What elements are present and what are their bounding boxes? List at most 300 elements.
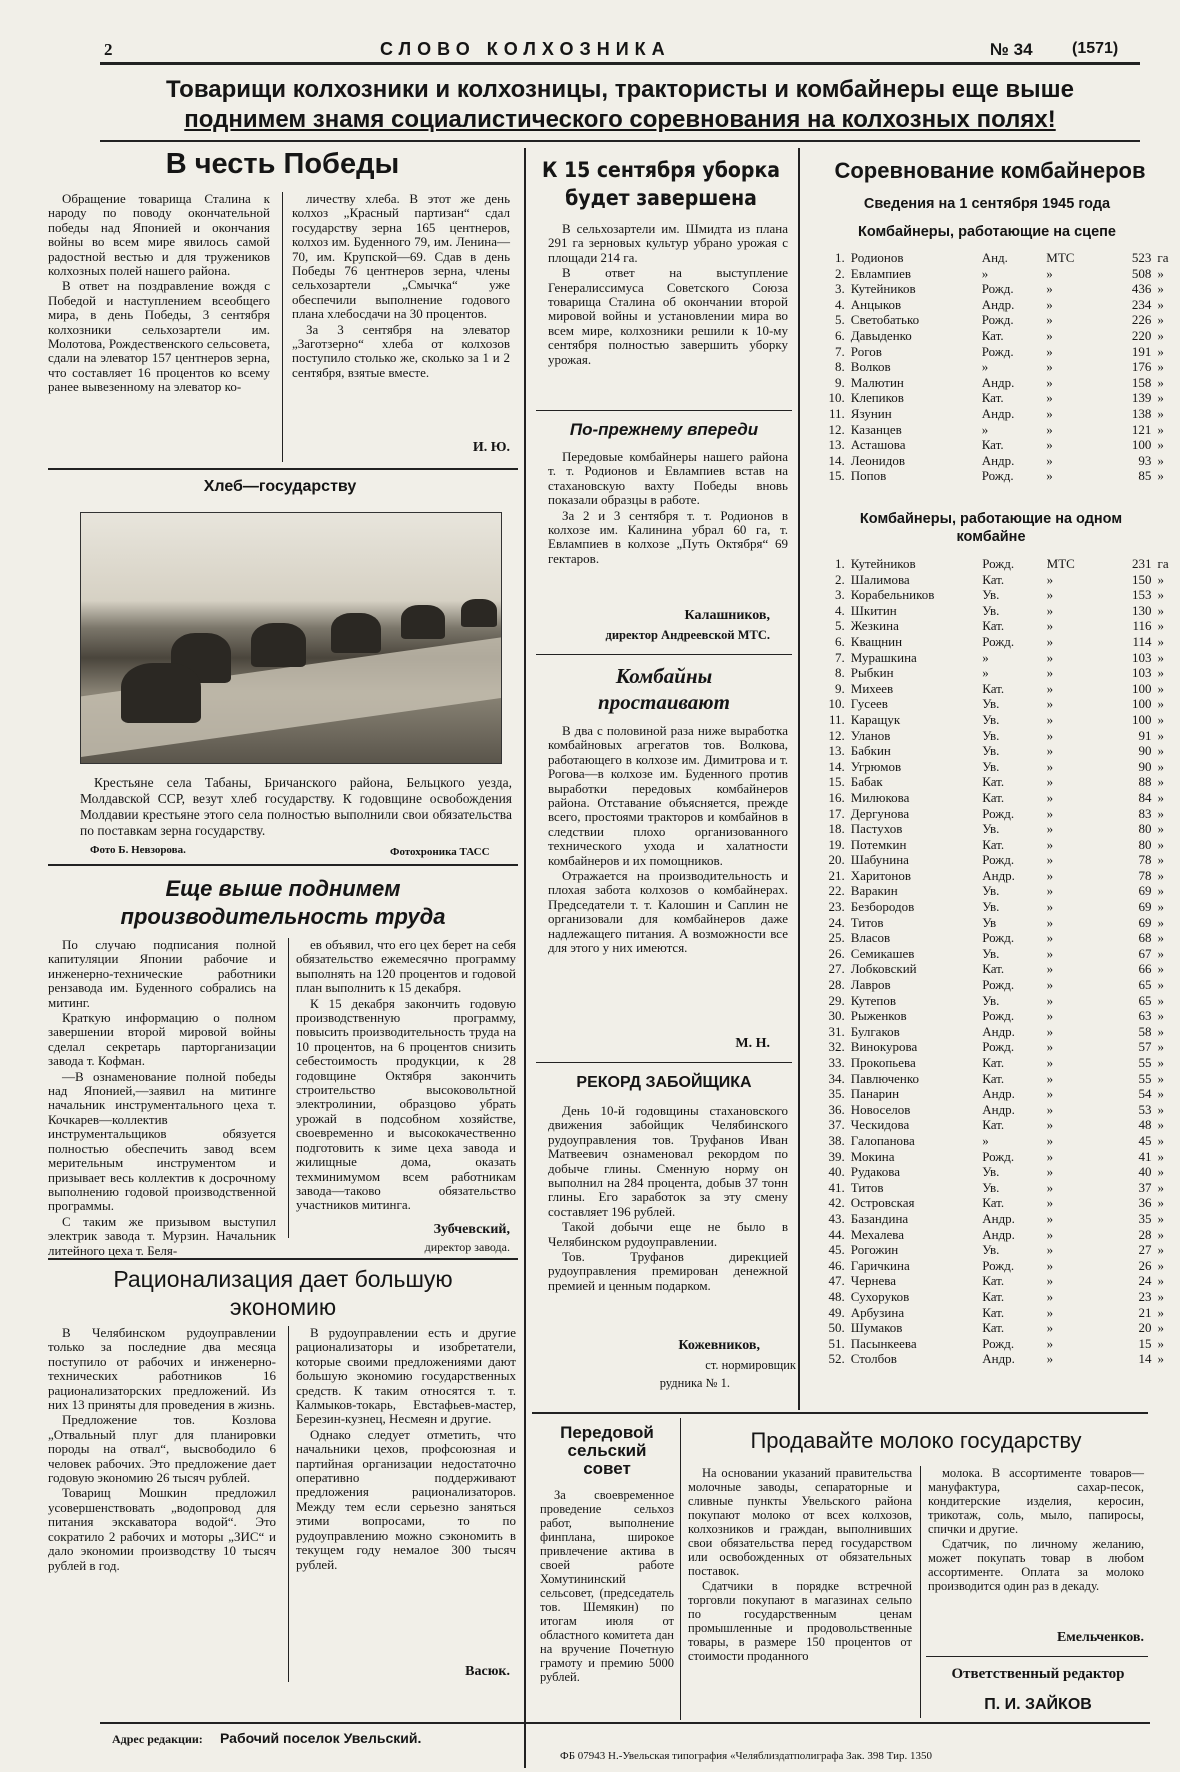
row-hectares: 83: [1138, 805, 1152, 821]
section-rule: [48, 864, 518, 866]
table-row: [822, 1086, 1180, 1102]
ration-column-2: [296, 1326, 516, 1573]
table-row: [822, 328, 1180, 344]
ahead-paragraph: Передовые комбайнеры нашего района т. т. Родионов и Евлампиев встав на стахановскую вахту Победы вновь показали образцы в работе.: [548, 449, 788, 508]
harvest-paragraph: В сельхозартели им. Шмидта из плана 291 га зерновых культур убрано урожая с площади 214 га.: [548, 221, 788, 265]
row-hectares: 48: [1138, 1117, 1152, 1133]
row-mts: »: [1046, 867, 1054, 883]
row-rank: 8.: [835, 665, 845, 681]
row-rank: 22.: [828, 883, 845, 899]
row-name: Харитонов: [850, 867, 912, 883]
row-hectares: 69: [1138, 914, 1152, 930]
issue-number: № 34: [990, 40, 1033, 59]
table-row: [822, 946, 1180, 962]
table-row: [822, 1227, 1180, 1243]
row-rank: 2.: [835, 265, 845, 281]
row-mts-zone: Рожд.: [982, 1008, 1015, 1024]
row-hectares: 100: [1132, 696, 1152, 712]
row-rank: 13.: [828, 743, 845, 759]
competition-table-b: [822, 556, 1180, 1367]
competition-table-a: [822, 250, 1180, 484]
row-unit: »: [1157, 296, 1164, 312]
row-mts-zone: Кат.: [982, 961, 1005, 977]
row-mts: »: [1046, 1335, 1054, 1351]
row-unit: »: [1157, 1023, 1164, 1039]
row-unit: »: [1157, 1226, 1164, 1242]
table-row: [822, 1024, 1180, 1040]
row-rank: 51.: [828, 1335, 845, 1351]
row-unit: »: [1157, 1008, 1164, 1024]
row-unit: »: [1157, 680, 1164, 696]
harvest-body: [548, 222, 788, 368]
harvest-title-1: К 15 сентября уборка: [541, 158, 781, 182]
row-hectares: 68: [1138, 930, 1152, 946]
row-mts: »: [1046, 618, 1054, 634]
row-name: Давыденко: [850, 327, 912, 343]
row-rank: 2.: [835, 571, 845, 587]
row-mts-zone: Кат.: [982, 1304, 1005, 1320]
row-mts: »: [1046, 665, 1054, 681]
row-mts: »: [1046, 1101, 1054, 1117]
section-rule: [926, 1656, 1148, 1657]
row-unit: »: [1157, 1117, 1164, 1133]
ration-signature: Васюк.: [465, 1664, 510, 1679]
row-mts-zone: Ув.: [982, 899, 1000, 915]
row-hectares: 78: [1138, 852, 1152, 868]
photo-credit-left: Фото Б. Невзорова.: [90, 844, 186, 856]
victory-column-1: [48, 192, 270, 396]
record-paragraph: Такой добычи еще не было в Челябинском рудоуправлении.: [548, 1219, 788, 1249]
row-unit: »: [1157, 1242, 1164, 1258]
row-mts-zone: »: [982, 649, 989, 665]
row-rank: 20.: [828, 852, 845, 868]
row-mts: »: [1046, 992, 1054, 1008]
row-mts: »: [1046, 789, 1054, 805]
row-name: Безбородов: [850, 899, 915, 915]
row-mts-zone: Андр.: [982, 1351, 1015, 1367]
row-rank: 6.: [835, 633, 845, 649]
table-row: [822, 556, 1180, 572]
table-row: [822, 437, 1180, 453]
row-name: Язунин: [850, 405, 892, 421]
row-rank: 39.: [828, 1148, 845, 1164]
row-unit: »: [1157, 930, 1164, 946]
productivity-signature-role: директор завода.: [424, 1240, 510, 1254]
table-row: [822, 1133, 1180, 1149]
row-hectares: 20: [1138, 1320, 1152, 1336]
row-mts-zone: Кат.: [982, 1195, 1005, 1211]
row-rank: 11.: [829, 405, 845, 421]
idle-body: [548, 724, 788, 957]
row-rank: 6.: [835, 327, 845, 343]
row-name: Кутейников: [850, 281, 916, 297]
row-mts: »: [1046, 1288, 1054, 1304]
victory-paragraph: За 3 сентября на элеватор „Заготзерно“ хлеба от колхозов поступило столько же, сколько за 1 и 2 сентября, взятые вместе.: [292, 321, 510, 380]
table-row: [822, 359, 1180, 375]
photo-caption: Крестьяне села Табаны, Бричанского района, Бельцкого уезда, Молдавской ССР, везут хлеб государству. К годовщине освобождения Молдавии крестьяне этого села полностью выполнили свои обязательства по поставкам зерна государству.: [80, 775, 512, 838]
row-mts: »: [1046, 1008, 1054, 1024]
row-mts-zone: Кат.: [981, 327, 1004, 343]
competition-subtitle: Сведения на 1 сентября 1945 года: [863, 196, 1111, 212]
table-row: [822, 790, 1180, 806]
row-mts-zone: »: [981, 265, 989, 281]
row-mts: »: [1046, 327, 1053, 343]
row-name: Мурашкина: [850, 649, 917, 665]
competition-heading-b: Комбайнеры, работающие на одном комбайне: [859, 511, 1123, 545]
row-rank: 52.: [828, 1351, 845, 1367]
row-mts-zone: Андр.: [981, 296, 1015, 312]
row-mts-zone: Кат.: [982, 774, 1005, 790]
competition-heading-a: Комбайнеры, работающие на сцепе: [858, 224, 1116, 240]
row-rank: 3.: [835, 281, 845, 297]
table-row: [822, 1336, 1180, 1352]
row-name: Гусеев: [850, 696, 888, 712]
row-unit: »: [1157, 1132, 1164, 1148]
table-row: [822, 468, 1180, 484]
row-rank: 41.: [828, 1179, 845, 1195]
row-mts: »: [1046, 899, 1054, 915]
row-mts: »: [1046, 312, 1053, 328]
slogan-rule: [100, 140, 1140, 142]
council-body: За своевременное проведение сельхоз работ, выполнение финплана, широкое привлечение актива в своей работе Хомутининский сельсовет, (председатель тов. Шемякин) по итогам июля от областного комитета дан на вручение Почетную грамоту и премию 5000 рублей.: [540, 1488, 674, 1684]
ration-paragraph: Предложение тов. Козлова „Отвальный плуг для планировки породы на отвал“, высвободило 6 человек рабочих. Это предложение дает годовую экономию 26 тысяч рублей.: [48, 1412, 276, 1486]
row-rank: 5.: [835, 312, 845, 328]
row-name: Дергунова: [850, 805, 910, 821]
row-unit: »: [1157, 758, 1164, 774]
row-mts-zone: Ув: [982, 914, 997, 930]
row-hectares: 93: [1138, 452, 1152, 468]
row-hectares: 100: [1132, 680, 1152, 696]
row-hectares: 53: [1138, 1101, 1152, 1117]
row-rank: 19.: [828, 836, 845, 852]
row-mts: »: [1046, 343, 1053, 359]
row-mts-zone: Кат.: [982, 1273, 1005, 1289]
table-row: [822, 883, 1180, 899]
row-unit: »: [1157, 665, 1164, 681]
row-mts: »: [1046, 437, 1053, 453]
competition-title: Соревнование комбайнеров: [834, 158, 1146, 183]
row-rank: 32.: [828, 1039, 845, 1055]
row-mts: »: [1046, 758, 1054, 774]
row-unit: »: [1157, 1288, 1164, 1304]
row-unit: »: [1157, 883, 1164, 899]
row-unit: »: [1157, 374, 1164, 390]
row-unit: »: [1157, 421, 1164, 437]
table-row: [822, 1258, 1180, 1274]
row-unit: »: [1157, 727, 1164, 743]
row-hectares: 139: [1131, 390, 1152, 406]
row-mts-zone: Кат.: [982, 836, 1005, 852]
row-hectares: 100: [1132, 711, 1152, 727]
row-mts-zone: Кат.: [982, 618, 1005, 634]
row-name: Рогов: [850, 343, 882, 359]
issue-total: (1571): [1072, 40, 1119, 57]
row-hectares: 58: [1138, 1023, 1152, 1039]
table-row: [822, 743, 1180, 759]
row-mts: »: [1046, 961, 1054, 977]
idle-paragraph: Отражается на производительность и плохая забота колхозов о комбайнерах. Председатели т. т. Калошин и Саплин не организовали для комбайнеров даже надлежащего питания. А возможности все для этого у них имеются.: [548, 868, 788, 956]
row-hectares: 45: [1138, 1132, 1152, 1148]
row-mts-zone: Андр.: [982, 1023, 1015, 1039]
row-hectares: 54: [1138, 1086, 1152, 1102]
row-mts-zone: »: [982, 665, 989, 681]
ration-paragraph: Однако следует отметить, что начальники цехов, профсоюзная и партийная организации недостаточно оперативно поддерживают предложения рационализаторов. Между тем если серьезно заняться этими вопросами, то по рудоуправлению можно сэкономить в текущем году немалое 300 тысяч рублей.: [296, 1426, 516, 1572]
row-mts-zone: Кат.: [981, 437, 1004, 453]
row-hectares: 15: [1138, 1335, 1152, 1351]
row-hectares: 100: [1131, 437, 1152, 453]
row-mts: »: [1046, 602, 1054, 618]
idle-title-2: простаивают: [598, 690, 730, 714]
table-row: [822, 281, 1180, 297]
table-row: [822, 1102, 1180, 1118]
row-mts: »: [1046, 1195, 1054, 1211]
ahead-title: По-прежнему впереди: [569, 420, 759, 439]
row-name: Базандина: [850, 1210, 909, 1226]
row-mts: »: [1046, 1351, 1054, 1367]
row-rank: 15.: [828, 774, 845, 790]
row-mts: »: [1046, 930, 1054, 946]
row-mts: »: [1046, 774, 1054, 790]
row-unit: »: [1157, 1195, 1164, 1211]
row-name: Шкитин: [850, 602, 897, 618]
row-mts-zone: Рожд.: [982, 1257, 1015, 1273]
table-row: [822, 266, 1180, 282]
table-row: [822, 712, 1180, 728]
row-unit: »: [1157, 1257, 1164, 1273]
row-mts: »: [1046, 1257, 1054, 1273]
row-hectares: 67: [1138, 945, 1152, 961]
row-mts: »: [1046, 571, 1054, 587]
table-row: [822, 375, 1180, 391]
row-rank: 44.: [828, 1226, 845, 1242]
row-rank: 29.: [828, 992, 845, 1008]
column-divider: [920, 1466, 921, 1718]
row-mts: »: [1046, 805, 1054, 821]
row-mts-zone: Рожд.: [982, 556, 1015, 571]
row-mts: »: [1046, 587, 1054, 603]
row-mts-zone: »: [982, 1132, 989, 1148]
row-rank: 26.: [828, 945, 845, 961]
row-mts-zone: Кат.: [982, 789, 1005, 805]
row-mts-zone: Рожд.: [982, 633, 1015, 649]
row-name: Михеев: [850, 680, 894, 696]
row-hectares: 176: [1131, 359, 1152, 375]
row-name: Чернева: [850, 1273, 896, 1289]
row-mts: »: [1046, 1226, 1054, 1242]
row-unit: »: [1157, 281, 1164, 297]
table-row: [822, 806, 1180, 822]
table-row: [822, 1242, 1180, 1258]
row-name: Шумаков: [850, 1320, 903, 1336]
row-mts: »: [1046, 1320, 1054, 1336]
row-mts-zone: Рожд.: [981, 468, 1014, 484]
row-mts: »: [1046, 1148, 1054, 1164]
row-hectares: 55: [1138, 1070, 1152, 1086]
row-hectares: 90: [1138, 743, 1152, 759]
row-mts: »: [1046, 852, 1054, 868]
row-mts: МТС: [1046, 556, 1075, 571]
record-signature-role-1: ст. нормировщик: [705, 1358, 796, 1372]
newspaper-name: СЛОВО КОЛХОЗНИКА: [380, 39, 671, 59]
row-mts-zone: Андр.: [981, 374, 1015, 390]
row-unit: »: [1157, 571, 1164, 587]
row-mts-zone: Ув.: [982, 883, 1000, 899]
row-mts: »: [1046, 265, 1053, 281]
column-divider: [288, 1326, 289, 1682]
row-mts: »: [1046, 1086, 1054, 1102]
row-rank: 7.: [835, 649, 845, 665]
row-hectares: 21: [1138, 1304, 1152, 1320]
row-unit: »: [1157, 437, 1164, 453]
row-rank: 46.: [828, 1257, 845, 1273]
row-name: Семикашев: [850, 945, 915, 961]
productivity-paragraph: С таким же призывом выступил электрик завода т. Мурзин. Начальник литейного цеха т. Беля-: [48, 1213, 276, 1258]
row-name: Жезкина: [850, 618, 899, 634]
column-divider: [288, 938, 289, 1238]
table-row: [822, 406, 1180, 422]
row-unit: »: [1157, 852, 1164, 868]
ahead-body: [548, 450, 788, 567]
table-row: [822, 961, 1180, 977]
row-hectares: 36: [1138, 1195, 1152, 1211]
row-rank: 31.: [828, 1023, 845, 1039]
row-mts-zone: Ув.: [982, 743, 1000, 759]
row-mts-zone: Ув.: [982, 1242, 1000, 1258]
row-mts-zone: Андр.: [982, 1101, 1015, 1117]
row-mts: »: [1046, 468, 1053, 484]
row-mts-zone: Рожд.: [982, 852, 1015, 868]
record-title: РЕКОРД ЗАБОЙЩИКА: [576, 1074, 752, 1091]
row-hectares: 523: [1131, 250, 1152, 265]
ration-paragraph: В Челябинском рудоуправлении только за последние два месяца поступило от рабочих и инженерно-технических работников 16 рационализаторских предложений. Из них 13 приняты для проведения в жизнь.: [48, 1325, 276, 1413]
row-rank: 7.: [835, 343, 845, 359]
row-mts-zone: Ув.: [982, 821, 1000, 837]
row-name: Павлюченко: [850, 1070, 920, 1086]
table-row: [822, 390, 1180, 406]
record-paragraph: Тов. Труфанов дирекцией рудоуправления премирован денежной премией и ценным подарком.: [548, 1249, 788, 1293]
row-name: Варакин: [850, 883, 898, 899]
row-hectares: 130: [1132, 602, 1152, 618]
row-name: Власов: [850, 930, 891, 946]
section-rule: [532, 1412, 1148, 1414]
row-mts-zone: Ув.: [982, 945, 1000, 961]
row-name: Винокурова: [850, 1039, 918, 1055]
row-name: Мехалева: [850, 1226, 904, 1242]
table-row: [822, 1195, 1180, 1211]
row-rank: 13.: [828, 437, 845, 453]
row-unit: »: [1157, 836, 1164, 852]
row-mts: »: [1046, 1055, 1054, 1070]
row-unit: »: [1157, 390, 1164, 406]
row-rank: 4.: [835, 602, 845, 618]
productivity-paragraph: К 15 декабря закончить годовую производственную программу, повысить производительность труда на 10 процентов, на 6 процентов снизить себестоимость продукции, к 28 годовщине Октября закончить строительство высоковольтной электролинии, образцово убрать урожай в подсобном хозяйстве, своевременно и высококачественно подготовить к зиме цеха завода и жилищные дома, оказать техминимумом всем работникам завода—таково обязательство участников митинга.: [296, 995, 516, 1213]
row-hectares: 27: [1138, 1242, 1152, 1258]
row-unit: »: [1157, 899, 1164, 915]
row-unit: »: [1157, 1335, 1164, 1351]
table-row: [822, 603, 1180, 619]
row-rank: 4.: [835, 296, 845, 312]
row-rank: 1.: [835, 556, 845, 571]
row-hectares: 114: [1132, 633, 1152, 649]
row-rank: 15.: [828, 468, 845, 484]
council-title-3: совет: [583, 1459, 631, 1478]
table-row: [822, 977, 1180, 993]
row-unit: »: [1157, 633, 1164, 649]
row-name: Рыбкин: [850, 665, 894, 681]
row-hectares: 84: [1138, 789, 1152, 805]
row-mts-zone: »: [981, 359, 989, 375]
row-mts-zone: Андр.: [982, 867, 1015, 883]
row-mts-zone: Ув.: [982, 602, 1000, 618]
row-mts-zone: Андр.: [981, 405, 1015, 421]
row-rank: 47.: [828, 1273, 845, 1289]
section-rule: [48, 1258, 518, 1260]
milk-title: Продавайте молоко государству: [750, 1428, 1082, 1453]
row-name: Рудакова: [850, 1164, 900, 1180]
row-hectares: 66: [1138, 961, 1152, 977]
row-hectares: 35: [1138, 1210, 1152, 1226]
row-name: Лобковский: [850, 961, 917, 977]
row-rank: 1.: [835, 250, 845, 265]
ration-title-1: Рационализация дает большую: [113, 1266, 453, 1292]
row-hectares: 121: [1131, 421, 1152, 437]
row-unit: »: [1157, 618, 1164, 634]
row-name: Каращук: [850, 711, 901, 727]
row-unit: »: [1157, 1148, 1164, 1164]
row-name: Казанцев: [850, 421, 902, 437]
row-rank: 49.: [828, 1304, 845, 1320]
table-row: [822, 665, 1180, 681]
table-row: [822, 1008, 1180, 1024]
row-rank: 5.: [835, 618, 845, 634]
row-rank: 48.: [828, 1288, 845, 1304]
slogan-line-1: Товарищи колхозники и колхозницы, трактористы и комбайнеры еще выше: [166, 76, 1074, 103]
row-name: Булгаков: [850, 1023, 900, 1039]
row-hectares: 37: [1138, 1179, 1152, 1195]
row-unit: »: [1157, 1320, 1164, 1336]
row-hectares: 90: [1138, 758, 1152, 774]
row-hectares: 80: [1138, 821, 1152, 837]
row-unit: »: [1157, 327, 1164, 343]
row-hectares: 103: [1132, 665, 1152, 681]
council-title-2: сельский: [567, 1441, 647, 1460]
row-mts-zone: Андр.: [981, 452, 1015, 468]
row-unit: »: [1157, 359, 1164, 375]
record-paragraph: День 10-й годовщины стахановского движения забойщик Челябинского рудоуправления тов. Труфанов Иван Матвеевич ознаменовал рекордом по добыче глины. Сменную норму он выполнил на 284 процента, добыв 37 тонн глины. Его заработок за эту смену составляет 196 рублей.: [548, 1103, 788, 1219]
record-body: [548, 1104, 788, 1294]
row-rank: 9.: [835, 374, 845, 390]
table-row: [822, 696, 1180, 712]
row-hectares: 55: [1138, 1055, 1152, 1070]
ahead-signature-role: директор Андреевской МТС.: [605, 628, 770, 642]
row-rank: 14.: [828, 452, 845, 468]
row-rank: 25.: [828, 930, 845, 946]
table-row: [822, 297, 1180, 313]
row-mts: »: [1046, 883, 1054, 899]
row-rank: 37.: [828, 1117, 845, 1133]
table-row: [822, 422, 1180, 438]
column-divider: [680, 1418, 681, 1720]
row-mts-zone: Анд.: [981, 250, 1008, 265]
row-rank: 11.: [829, 711, 845, 727]
row-rank: 12.: [828, 727, 845, 743]
row-unit: »: [1157, 867, 1164, 883]
row-rank: 43.: [828, 1210, 845, 1226]
row-rank: 10.: [828, 696, 845, 712]
row-mts: »: [1046, 1242, 1054, 1258]
row-hectares: 220: [1131, 327, 1152, 343]
row-name: Клепиков: [850, 390, 904, 406]
